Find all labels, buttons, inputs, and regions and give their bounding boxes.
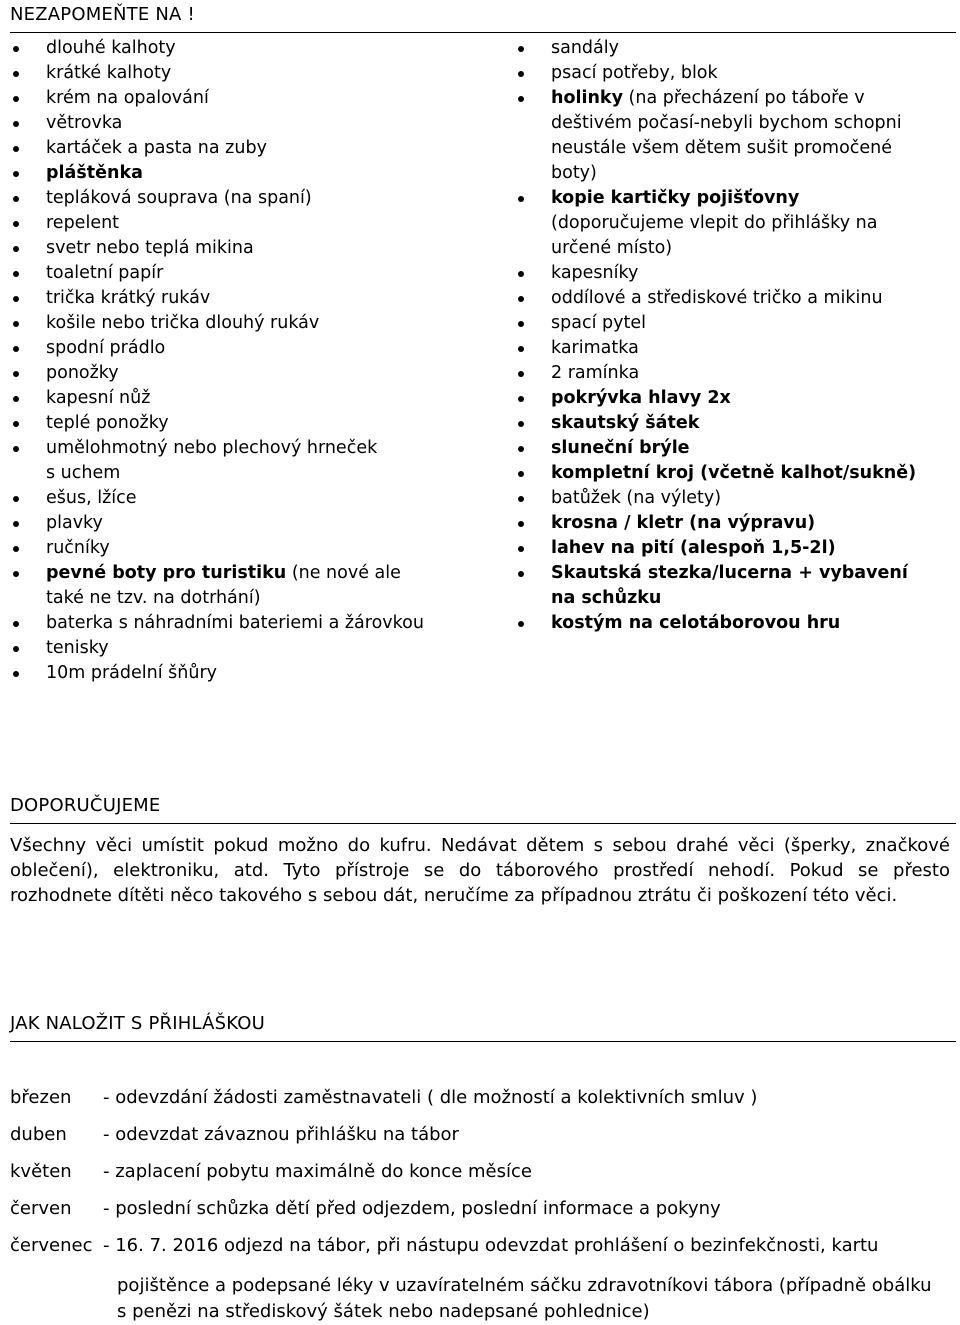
checklist-item — [513, 561, 953, 611]
bullet-icon — [518, 71, 524, 77]
checklist-item — [8, 336, 478, 361]
bullet-icon — [13, 396, 19, 402]
checklist-item — [8, 361, 478, 386]
checklist-item — [513, 536, 953, 561]
checklist-item-text: skautský šátek — [551, 413, 700, 433]
bullet-icon — [13, 496, 19, 502]
checklist-item — [8, 186, 478, 211]
bullet-icon — [518, 471, 524, 477]
checklist-item-text: ručníky — [46, 538, 110, 558]
recommend-heading-text: DOPORUČUJEME — [10, 795, 161, 816]
bullet-icon — [13, 96, 19, 102]
schedule-description: - zaplacení pobytu maximálně do konce měsíce — [103, 1161, 532, 1182]
bullet-icon — [518, 571, 524, 577]
checklist-item — [8, 436, 478, 486]
checklist-item-text: pokrývka hlavy 2x — [551, 388, 731, 408]
remember-heading-text: NEZAPOMEŇTE NA ! — [10, 4, 195, 25]
checklist-item-text: pláštěnka — [46, 163, 143, 183]
checklist-item-text: toaletní papír — [46, 263, 164, 283]
bullet-icon — [13, 421, 19, 427]
checklist-item — [8, 636, 478, 661]
checklist-item — [8, 86, 478, 111]
checklist-item — [8, 61, 478, 86]
bullet-icon — [13, 271, 19, 277]
bullet-icon — [13, 571, 19, 577]
remember-heading-rule — [10, 32, 956, 33]
checklist-item-text: ešus, lžíce — [46, 488, 137, 508]
checklist-item-text: kapesní nůž — [46, 388, 151, 408]
checklist-item — [8, 136, 478, 161]
recommend-paragraph: Všechny věci umístit pokud možno do kufru. Nedávat dětem s sebou drahé věci (šperky, značkové oblečení), elektroniku, atd. Tyto přístroje se do táborového prostředí nehodí. Pokud se přesto rozhodnete dítěti něco takového s sebou dát, neručíme za případnou ztrátu či poškození této věci. — [10, 835, 950, 906]
checklist-item — [513, 386, 953, 411]
checklist-item — [513, 336, 953, 361]
apply-heading-rule — [10, 1041, 956, 1042]
bullet-icon — [13, 221, 19, 227]
checklist-item — [8, 236, 478, 261]
checklist-item-text: spodní prádlo — [46, 338, 166, 358]
checklist-item-text: sandály — [551, 38, 619, 58]
bullet-icon — [13, 321, 19, 327]
bullet-icon — [518, 96, 524, 102]
bullet-icon — [518, 546, 524, 552]
bullet-icon — [13, 671, 19, 677]
checklist-item-text: košile nebo trička dlouhý rukáv — [46, 313, 320, 333]
schedule-row — [10, 1198, 950, 1235]
checklist-item-text: batůžek (na výlety) — [551, 488, 722, 508]
schedule-row — [10, 1235, 950, 1272]
schedule-description: - odevzdat závaznou přihlášku na tábor — [103, 1124, 459, 1145]
schedule-month: březen — [10, 1087, 72, 1108]
schedule-month: červenec — [10, 1235, 93, 1256]
checklist-item — [8, 111, 478, 136]
checklist-item — [513, 611, 953, 636]
schedule-description: - 16. 7. 2016 odjezd na tábor, při nástupu odevzdat prohlášení o bezinfekčnosti, kartu — [103, 1235, 879, 1256]
checklist-item — [8, 261, 478, 286]
checklist-item-text: krosna / kletr (na výpravu) — [551, 513, 816, 533]
bullet-icon — [13, 346, 19, 352]
checklist-item-text: spací pytel — [551, 313, 646, 333]
checklist-item-text: karimatka — [551, 338, 639, 358]
bullet-icon — [13, 121, 19, 127]
checklist-item — [513, 411, 953, 436]
checklist-item — [8, 661, 478, 686]
checklist-item-text: plavky — [46, 513, 103, 533]
checklist-item — [513, 311, 953, 336]
schedule-description: - odevzdání žádosti zaměstnavateli ( dle možností a kolektivních smluv ) — [103, 1087, 758, 1108]
schedule-month: červen — [10, 1198, 72, 1219]
schedule-month: květen — [10, 1161, 72, 1182]
right-checklist — [513, 36, 953, 636]
bullet-icon — [13, 196, 19, 202]
checklist-item-text: umělohmotný nebo plechový hrneček s uchem — [46, 438, 378, 483]
bullet-icon — [13, 246, 19, 252]
checklist-item-text: (doporučujeme vlepit do přihlášky na určené místo) — [551, 213, 878, 258]
checklist-item — [8, 36, 478, 61]
checklist-item — [513, 361, 953, 386]
bullet-icon — [518, 196, 524, 202]
bullet-icon — [518, 496, 524, 502]
bullet-icon — [518, 346, 524, 352]
checklist-item — [513, 186, 953, 261]
checklist-item-text: tenisky — [46, 638, 109, 658]
bullet-icon — [13, 71, 19, 77]
checklist-item-text: 2 ramínka — [551, 363, 640, 383]
remember-heading — [10, 4, 195, 25]
bullet-icon — [518, 396, 524, 402]
bullet-icon — [13, 371, 19, 377]
checklist-item-text: tepláková souprava (na spaní) — [46, 188, 312, 208]
bullet-icon — [518, 46, 524, 52]
bullet-icon — [518, 446, 524, 452]
checklist-item-bold-text: pevné boty pro turistiku — [46, 563, 287, 583]
checklist-item-bold-text: holinky — [551, 88, 623, 108]
checklist-item-text: větrovka — [46, 113, 123, 133]
apply-heading-text: JAK NALOŽIT S PŘIHLÁŠKOU — [10, 1013, 266, 1034]
checklist-item — [513, 436, 953, 461]
bullet-icon — [518, 421, 524, 427]
bullet-icon — [13, 646, 19, 652]
schedule-month: duben — [10, 1124, 67, 1145]
checklist-item — [513, 61, 953, 86]
bullet-icon — [13, 146, 19, 152]
checklist-item-text: psací potřeby, blok — [551, 63, 718, 83]
schedule-list — [10, 1087, 950, 1272]
schedule-row — [10, 1161, 950, 1198]
checklist-item — [513, 511, 953, 536]
checklist-item — [8, 611, 478, 636]
bullet-icon — [518, 296, 524, 302]
checklist-item-text: oddílové a střediskové tričko a mikinu — [551, 288, 883, 308]
checklist-item-text: svetr nebo teplá mikina — [46, 238, 254, 258]
checklist-item — [8, 536, 478, 561]
checklist-item-text: (na přecházení po táboře v deštivém počasí-nebyli bychom schopni neustále všem dětem sušit promočené boty) — [551, 88, 902, 183]
checklist-item — [513, 461, 953, 486]
checklist-item-text: ponožky — [46, 363, 119, 383]
bullet-icon — [13, 296, 19, 302]
schedule-row — [10, 1087, 950, 1124]
checklist-item — [513, 261, 953, 286]
recommend-heading — [10, 795, 160, 816]
checklist-item-bold-text: kopie kartičky pojišťovny — [551, 188, 800, 208]
checklist-item-text: kostým na celotáborovou hru — [551, 613, 841, 633]
checklist-item — [8, 311, 478, 336]
checklist-item-text: kompletní kroj (včetně kalhot/sukně) — [551, 463, 917, 483]
schedule-description: - poslední schůzka dětí před odjezdem, poslední informace a pokyny — [103, 1198, 721, 1219]
bullet-icon — [13, 446, 19, 452]
schedule-continuation: pojištěnce a podepsané léky v uzavíratelném sáčku zdravotníkovi tábora (případně obálku s penězi na střediskový šátek nebo nadepsané pohlednice) — [117, 1275, 932, 1322]
bullet-icon — [13, 171, 19, 177]
checklist-item-text: (ne nové ale také ne tzv. na dotrhání) — [46, 563, 401, 608]
checklist-item — [8, 561, 478, 611]
checklist-item-text: kapesníky — [551, 263, 639, 283]
checklist-item-text: Skautská stezka/lucerna + vybavení na schůzku — [551, 563, 908, 608]
bullet-icon — [13, 546, 19, 552]
checklist-item — [8, 486, 478, 511]
bullet-icon — [518, 371, 524, 377]
checklist-item-text: krém na opalování — [46, 88, 209, 108]
checklist-item — [513, 36, 953, 61]
checklist-item — [513, 286, 953, 311]
checklist-item-text: 10m prádelní šňůry — [46, 663, 218, 683]
checklist-item-text: krátké kalhoty — [46, 63, 172, 83]
left-checklist — [8, 36, 478, 686]
bullet-icon — [518, 321, 524, 327]
checklist-item-text: sluneční brýle — [551, 438, 690, 458]
bullet-icon — [518, 271, 524, 277]
checklist-item — [8, 411, 478, 436]
checklist-item-text: trička krátký rukáv — [46, 288, 211, 308]
bullet-icon — [13, 46, 19, 52]
bullet-icon — [518, 521, 524, 527]
recommend-heading-rule — [10, 823, 956, 824]
checklist-item-text: kartáček a pasta na zuby — [46, 138, 267, 158]
apply-heading — [10, 1013, 265, 1034]
checklist-item — [8, 386, 478, 411]
checklist-item-text: lahev na pití (alespoň 1,5-2l) — [551, 538, 836, 558]
bullet-icon — [13, 621, 19, 627]
checklist-item — [8, 211, 478, 236]
checklist-item-text: repelent — [46, 213, 120, 233]
checklist-item — [8, 511, 478, 536]
schedule-row — [10, 1124, 950, 1161]
bullet-icon — [13, 521, 19, 527]
checklist-item-text: teplé ponožky — [46, 413, 169, 433]
checklist-item — [8, 161, 478, 186]
checklist-item-text: dlouhé kalhoty — [46, 38, 176, 58]
checklist-item — [513, 486, 953, 511]
checklist-item — [513, 86, 953, 186]
checklist-item-text: baterka s náhradními bateriemi a žárovkou — [46, 613, 424, 633]
checklist-item — [8, 286, 478, 311]
bullet-icon — [518, 621, 524, 627]
